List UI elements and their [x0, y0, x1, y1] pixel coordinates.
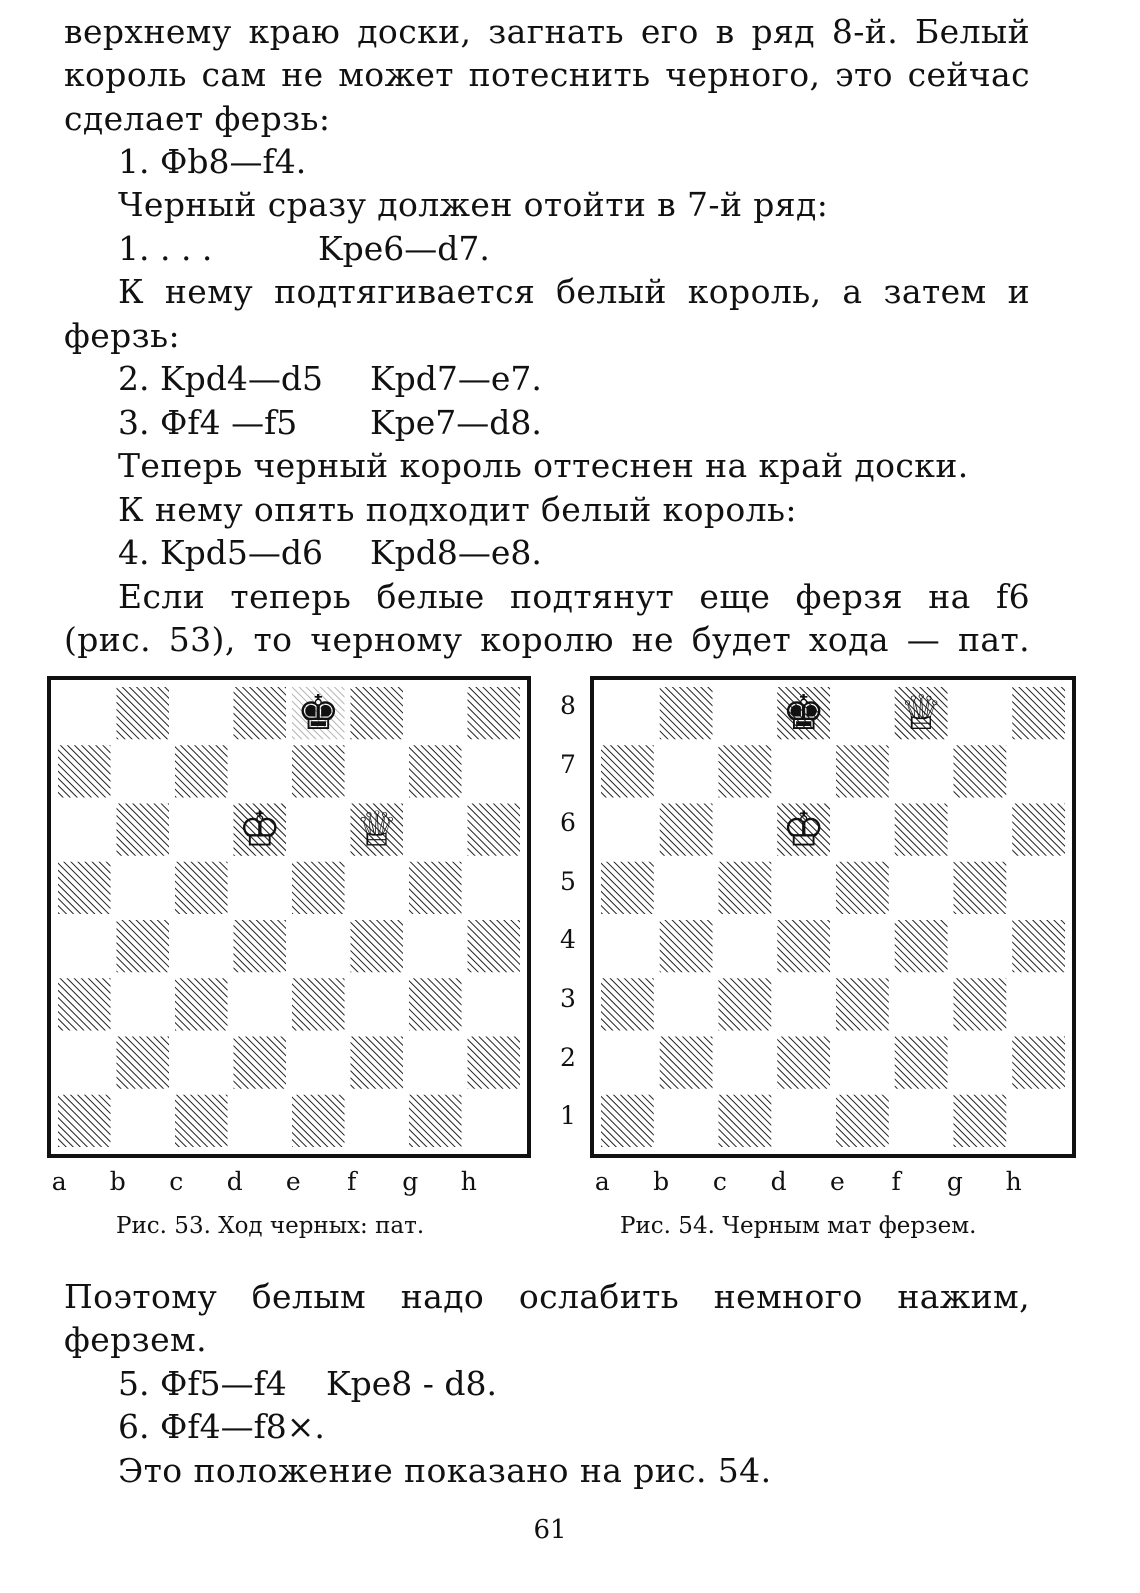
file-label: f — [347, 1167, 357, 1196]
file-label: e — [285, 1167, 301, 1196]
file-label: g — [946, 1167, 963, 1196]
rank-label: 5 — [560, 866, 576, 896]
dark-square-g7 — [409, 745, 462, 797]
move-white: 5. Фf5—f4 — [118, 1364, 287, 1403]
dark-square-b4 — [117, 920, 170, 972]
move-white: 4. Kpd5—d6 — [118, 533, 323, 572]
dark-square-h8 — [468, 687, 521, 739]
dark-square-g5 — [954, 862, 1007, 914]
figure-caption-53: Рис. 53. Ход черных: пат. — [116, 1213, 425, 1239]
chess-board-fig53 — [47, 676, 531, 1158]
dark-square-g5 — [409, 862, 462, 914]
move-black: Kpd8—e8. — [370, 533, 542, 572]
rank-label: 3 — [560, 984, 576, 1013]
file-label: d — [770, 1167, 787, 1196]
dark-square-b6 — [117, 804, 170, 856]
dark-square-b8 — [660, 687, 713, 739]
dark-square-h8 — [1012, 687, 1065, 739]
file-label: c — [169, 1167, 184, 1196]
move-number: 1. . . . — [118, 229, 213, 268]
dark-square-a7 — [58, 745, 111, 797]
dark-square-f4 — [895, 920, 948, 972]
move-line: 6. Фf4—f8×. — [118, 1407, 325, 1446]
file-label: c — [712, 1167, 727, 1196]
rank-label: 1 — [560, 1101, 576, 1131]
chess-board-fig54 — [590, 676, 1076, 1158]
text-line: верхнему краю доски, загнать его в ряд 8-й. Белый — [64, 12, 1030, 51]
text-line: Поэтому белым надо ослабить немного нажим, — [64, 1277, 1030, 1316]
dark-square-e3 — [836, 978, 889, 1030]
dark-square-d2 — [234, 1037, 287, 1089]
dark-square-c3 — [175, 978, 228, 1030]
dark-square-d4 — [234, 920, 287, 972]
file-label: a — [51, 1167, 67, 1196]
page-number: 61 — [533, 1515, 567, 1545]
move-black: Kpe8 - d8. — [326, 1364, 498, 1403]
dark-square-c1 — [719, 1095, 772, 1147]
dark-square-d8 — [234, 687, 287, 739]
dark-square-h4 — [468, 920, 521, 972]
text-line: Это положение показано на рис. 54. — [118, 1451, 772, 1490]
move-white: 3. Фf4 —f5 — [118, 403, 298, 442]
dark-square-h6 — [1012, 804, 1065, 856]
white-king-icon: ♔ — [238, 801, 282, 858]
file-label: a — [594, 1167, 610, 1196]
file-label: h — [460, 1167, 477, 1196]
figure-caption-54: Рис. 54. Черным мат ферзем. — [620, 1213, 977, 1239]
dark-square-h6 — [468, 804, 521, 856]
text-line: (рис. 53), то черному королю не будет хода — пат. — [64, 620, 1030, 659]
dark-square-d4 — [777, 920, 830, 972]
black-king-icon: ♚ — [782, 685, 826, 742]
dark-square-a5 — [58, 862, 111, 914]
dark-square-f4 — [351, 920, 404, 972]
dark-square-c3 — [719, 978, 772, 1030]
dark-square-g1 — [409, 1095, 462, 1147]
black-king-icon: ♚ — [296, 685, 340, 742]
dark-square-a3 — [601, 978, 654, 1030]
dark-square-c7 — [719, 745, 772, 797]
white-king-icon: ♔ — [782, 801, 826, 858]
file-label: b — [653, 1167, 670, 1196]
dark-square-g7 — [954, 745, 1007, 797]
file-label: b — [109, 1167, 126, 1196]
text-line: Если теперь белые подтянут еще ферзя на f6 — [118, 577, 1030, 616]
move-black: Kpe7—d8. — [370, 403, 542, 442]
move-black: Kpd7—e7. — [370, 359, 542, 398]
dark-square-e7 — [836, 745, 889, 797]
dark-square-a5 — [601, 862, 654, 914]
move-black: Kpe6—d7. — [318, 229, 490, 268]
text-line: ферзь: — [64, 316, 180, 355]
dark-square-b8 — [117, 687, 170, 739]
rank-label: 8 — [560, 691, 576, 720]
file-label: h — [1005, 1167, 1022, 1196]
dark-square-f6 — [895, 804, 948, 856]
rank-label: 7 — [560, 749, 576, 779]
dark-square-b4 — [660, 920, 713, 972]
dark-square-e3 — [292, 978, 345, 1030]
move-white: 2. Kpd4—d5 — [118, 359, 323, 398]
move-line: 1. Фb8—f4. — [118, 142, 307, 181]
file-label: f — [891, 1167, 901, 1196]
dark-square-b2 — [660, 1037, 713, 1089]
white-queen-icon: ♕ — [899, 685, 943, 742]
text-line: Теперь черный король оттеснен на край доски. — [118, 446, 969, 485]
dark-square-e1 — [292, 1095, 345, 1147]
dark-square-a7 — [601, 745, 654, 797]
dark-square-d2 — [777, 1037, 830, 1089]
dark-square-e7 — [292, 745, 345, 797]
dark-square-g3 — [409, 978, 462, 1030]
dark-square-f2 — [895, 1037, 948, 1089]
dark-square-a1 — [601, 1095, 654, 1147]
dark-square-f2 — [351, 1037, 404, 1089]
dark-square-a3 — [58, 978, 111, 1030]
dark-square-e5 — [292, 862, 345, 914]
file-label: e — [829, 1167, 845, 1196]
dark-square-g3 — [954, 978, 1007, 1030]
dark-square-h2 — [468, 1037, 521, 1089]
dark-square-e5 — [836, 862, 889, 914]
text-line: К нему подтягивается белый король, а затем и — [118, 272, 1030, 311]
dark-square-a1 — [58, 1095, 111, 1147]
text-line: король сам не может потеснить черного, это сейчас — [64, 55, 1030, 94]
text-line: сделает ферзь: — [64, 99, 331, 138]
dark-square-b6 — [660, 804, 713, 856]
dark-square-c5 — [719, 862, 772, 914]
dark-square-e1 — [836, 1095, 889, 1147]
dark-square-c5 — [175, 862, 228, 914]
rank-label: 4 — [560, 925, 576, 955]
rank-label: 6 — [560, 808, 576, 838]
dark-square-c1 — [175, 1095, 228, 1147]
text-line: Черный сразу должен отойти в 7-й ряд: — [118, 185, 829, 224]
dark-square-h4 — [1012, 920, 1065, 972]
file-label: g — [402, 1167, 419, 1196]
rank-label: 2 — [560, 1042, 576, 1072]
file-label: d — [226, 1167, 243, 1196]
text-line: ферзем. — [64, 1320, 207, 1359]
dark-square-g1 — [954, 1095, 1007, 1147]
dark-square-c7 — [175, 745, 228, 797]
white-queen-icon: ♕ — [355, 801, 399, 858]
dark-square-h2 — [1012, 1037, 1065, 1089]
dark-square-b2 — [117, 1037, 170, 1089]
dark-square-f8 — [351, 687, 404, 739]
text-line: К нему опять подходит белый король: — [118, 490, 797, 529]
